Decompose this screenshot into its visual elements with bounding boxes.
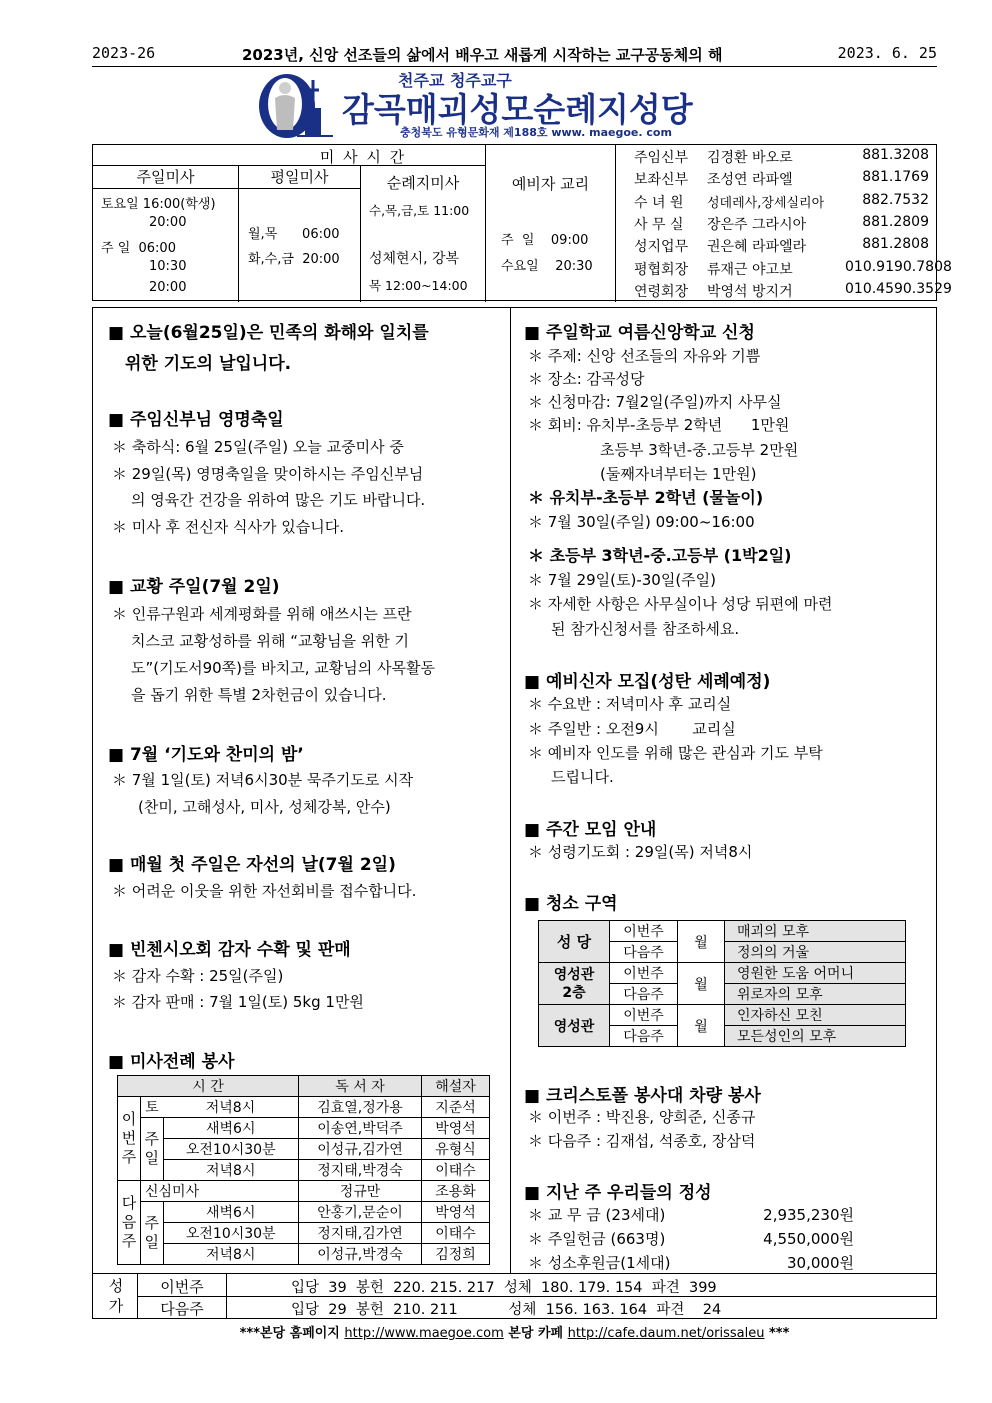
hymn-this-week: 입당 39 봉헌 220. 215. 217 성체 180. 179. 154 파견 399 xyxy=(291,1280,717,1296)
catechumen-line: 주 일 09:00 xyxy=(501,233,589,248)
catechumen-line: 수요일 20:30 xyxy=(501,259,593,274)
section-title-weekly-meeting: ■ 주간 모임 안내 xyxy=(524,820,657,840)
staff-phone: 881.2808 xyxy=(862,236,929,253)
cleaning-team: 인자하신 모친 xyxy=(725,1005,906,1026)
staff-role: 연령회장 xyxy=(634,283,689,300)
table-cell: 정지태,박경숙 xyxy=(299,1160,422,1181)
feast-item: ＊ 29일(목) 영명축일을 맞이하시는 주임신부님 xyxy=(112,465,424,483)
cleaning-month: 월 xyxy=(678,921,725,963)
charity-item: ＊ 어려운 이웃을 위한 자선회비를 접수합니다. xyxy=(112,882,417,900)
table-cell: 새벽6시 xyxy=(163,1118,299,1139)
col-header-commentator: 해설자 xyxy=(422,1076,490,1097)
section-title-prayer-night: ■ 7월 ‘기도와 찬미의 밤’ xyxy=(108,745,304,765)
table-cell: 저녁8시 xyxy=(163,1097,299,1118)
footer-suffix: *** xyxy=(764,1326,790,1341)
feast-item: 의 영육간 건강을 위하여 많은 기도 바랍니다. xyxy=(131,491,426,509)
cleaning-week: 이번주 xyxy=(610,963,678,984)
summer-item: ＊ 회비: 유치부-초등부 2학년 1만원 xyxy=(528,416,790,434)
sunday-mass-line: 토요일 16:00(학생) xyxy=(101,197,216,212)
offering-label: ＊ 주일헌금 (663명) xyxy=(528,1230,666,1248)
table-cell: 이태수 xyxy=(422,1223,490,1244)
hymn-this-week-label: 이번주 xyxy=(160,1278,204,1296)
footer-links xyxy=(92,1322,937,1341)
section-title-catechumen: ■ 예비신자 모집(성탄 세례예정) xyxy=(524,672,771,692)
sunday-mass-header: 주일미사 xyxy=(136,168,195,186)
staff-name: 박영석 방지거 xyxy=(707,283,793,300)
sunday-label xyxy=(141,1118,164,1181)
cleaning-team: 매괴의 모후 xyxy=(725,921,906,942)
pilgrimage-mass-line: 성체현시, 강복 xyxy=(369,251,460,267)
staff-name: 류재근 야고보 xyxy=(707,261,793,278)
feast-item: ＊ 미사 후 전신자 식사가 있습니다. xyxy=(112,518,344,536)
pope-item: 을 돕기 위한 특별 2차헌금이 있습니다. xyxy=(131,686,387,704)
cafe-link[interactable]: http://cafe.daum.net/orissaleu xyxy=(567,1326,765,1341)
cleaning-place-text: 영성관 2층 xyxy=(553,966,595,1001)
pope-item: ＊ 인류구원과 세계평화를 위해 애쓰시는 프란 xyxy=(112,605,412,623)
cleaning-week: 이번주 xyxy=(610,1005,678,1026)
christopher-item: ＊ 다음주 : 김재섭, 석종호, 장삼덕 xyxy=(528,1132,756,1150)
heritage-and-website: 충청북도 유형문화재 제188호 www. maegoe. com xyxy=(400,126,672,139)
catechumen-header: 예비자 교리 xyxy=(511,175,590,193)
staff-role: 주임신부 xyxy=(634,150,689,166)
weekday-mass-line: 월,목 06:00 xyxy=(248,227,340,242)
summer-item: ＊ 자세한 사항은 사무실이나 성당 뒤편에 마련 xyxy=(528,595,833,613)
summer-item: ＊ 신청마감: 7월2일(주일)까지 사무실 xyxy=(528,393,782,411)
summer-item: ＊ 7월 30일(주일) 09:00~16:00 xyxy=(528,513,755,531)
col-header-reader: 독 서 자 xyxy=(299,1076,422,1097)
staff-phone: 881.3208 xyxy=(862,147,929,163)
cleaning-place: 성 당 xyxy=(539,921,610,963)
issue-date: 2023. 6. 25 xyxy=(837,44,937,62)
table-cell: 저녁8시 xyxy=(163,1160,299,1181)
staff-phone: 010.4590.3529 xyxy=(845,280,952,297)
homepage-link[interactable]: http://www.maegoe.com xyxy=(344,1326,504,1341)
staff-name: 조성연 라파엘 xyxy=(707,172,793,189)
issue-number: 2023-26 xyxy=(92,44,156,62)
sat-label: 토 xyxy=(141,1097,164,1118)
potato-item: ＊ 감자 판매 : 7월 1일(토) 5kg 1만원 xyxy=(112,993,364,1011)
summer-item: (둘째자녀부터는 1만원) xyxy=(600,465,757,483)
sunday-mass-line: 주 일 06:00 xyxy=(101,241,176,256)
table-cell: 박영석 xyxy=(422,1202,490,1223)
col-header-time: 시 간 xyxy=(118,1076,299,1097)
prayer-night-item: (찬미, 고해성사, 미사, 성체강복, 안수) xyxy=(138,798,391,816)
table-cell: 정규만 xyxy=(299,1181,422,1202)
offering-label: ＊ 성소후원금(1세대) xyxy=(528,1254,671,1272)
potato-item: ＊ 감자 수확 : 25일(주일) xyxy=(112,967,284,985)
mass-schedule-box xyxy=(92,144,952,301)
offering-amount: 2,935,230원 xyxy=(763,1206,854,1224)
section-title-reconciliation-2: 위한 기도의 날입니다. xyxy=(125,354,292,374)
staff-role: 보좌신부 xyxy=(634,172,689,189)
cleaning-month: 월 xyxy=(678,1005,725,1047)
feast-item: ＊ 축하식: 6월 25일(주일) 오늘 교중미사 중 xyxy=(112,438,404,456)
hymn-box xyxy=(92,1273,937,1319)
table-cell: 신심미사 xyxy=(141,1181,299,1202)
pope-item: 도”(기도서90쪽)를 바치고, 교황님의 사목활동 xyxy=(131,659,435,677)
meeting-item: ＊ 성령기도회 : 29일(목) 저녁8시 xyxy=(528,843,753,861)
cleaning-week: 이번주 xyxy=(610,921,678,942)
summer-item: 초등부 3학년-중.고등부 2만원 xyxy=(600,441,799,459)
table-cell: 박영석 xyxy=(422,1118,490,1139)
table-cell: 오전10시30분 xyxy=(163,1139,299,1160)
table-cell: 이성규,박경숙 xyxy=(299,1244,422,1265)
sunday-text: 주일 xyxy=(144,1130,159,1167)
catechumen-item: ＊ 예비자 인도를 위해 많은 관심과 기도 부탁 xyxy=(528,744,823,762)
table-cell: 이태수 xyxy=(422,1160,490,1181)
sunday-mass-line: 20:00 xyxy=(149,280,187,295)
column-divider xyxy=(510,307,511,1274)
offering-amount: 4,550,000원 xyxy=(763,1230,854,1248)
hymn-next-week: 입당 29 봉헌 210. 211 성체 156. 163. 164 파견 24 xyxy=(291,1302,722,1318)
footer-mid: 본당 카페 xyxy=(503,1326,568,1341)
liturgy-table xyxy=(117,1075,490,1265)
this-week-text: 이번주 xyxy=(121,1110,137,1166)
sunday-label xyxy=(141,1202,164,1265)
staff-phone: 881.2809 xyxy=(862,213,929,230)
table-cell: 김정희 xyxy=(422,1244,490,1265)
table-cell: 오전10시30분 xyxy=(163,1223,299,1244)
table-cell: 정지태,김가연 xyxy=(299,1223,422,1244)
section-title-pope-sunday: ■ 교황 주일(7월 2일) xyxy=(108,577,280,597)
table-cell: 이송연,박덕주 xyxy=(299,1118,422,1139)
prayer-night-item: ＊ 7월 1일(토) 저녁6시30분 묵주기도로 시작 xyxy=(112,771,414,789)
sunday-mass-line: 20:00 xyxy=(149,215,187,230)
mary-church-logo-icon xyxy=(257,68,335,140)
summer-item: 된 참가신청서를 참조하세요. xyxy=(551,620,740,638)
this-week-label xyxy=(118,1097,141,1181)
sunday-mass-line: 10:30 xyxy=(149,259,187,274)
table-cell: 저녁8시 xyxy=(163,1244,299,1265)
cleaning-month: 월 xyxy=(678,963,725,1005)
section-title-charity-day: ■ 매월 첫 주일은 자선의 날(7월 2일) xyxy=(108,855,396,875)
cleaning-table xyxy=(538,920,906,1047)
section-title-christopher: ■ 크리스토폴 봉사대 차량 봉사 xyxy=(524,1086,761,1106)
mass-times-title: 미 사 시 간 xyxy=(319,148,407,166)
table-cell: 이성규,김가연 xyxy=(299,1139,422,1160)
table-cell: 안홍기,문순이 xyxy=(299,1202,422,1223)
top-line xyxy=(92,44,937,66)
church-name: 감곡매괴성모순례지성당 xyxy=(342,90,693,129)
catechumen-item: 드립니다. xyxy=(551,768,614,786)
staff-role: 평협회장 xyxy=(634,261,689,278)
offering-label: ＊ 교 무 금 (23세대) xyxy=(528,1206,666,1224)
offering-amount: 30,000원 xyxy=(787,1254,854,1272)
pope-item: 치스코 교황성하를 위해 “교황님을 위한 기 xyxy=(131,632,409,650)
catechumen-item: ＊ 수요반 : 저녁미사 후 교리실 xyxy=(528,695,732,713)
sunday-text: 주일 xyxy=(144,1214,159,1251)
section-title-feast: ■ 주임신부님 영명축일 xyxy=(108,410,284,430)
section-title-reconciliation: ■ 오늘(6월25일)은 민족의 화해와 일치를 xyxy=(108,323,429,343)
staff-role: 수 녀 원 xyxy=(634,194,684,211)
diocese-name: 천주교 청주교구 xyxy=(398,71,512,90)
staff-phone: 881.1769 xyxy=(862,169,929,186)
section-title-potato: ■ 빈첸시오회 감자 수확 및 판매 xyxy=(108,940,351,960)
next-week-label xyxy=(118,1181,141,1265)
staff-name: 김경환 바오로 xyxy=(707,150,793,166)
staff-role: 사 무 실 xyxy=(634,216,684,233)
table-cell: 조용화 xyxy=(422,1181,490,1202)
summer-item: ＊ 주제: 신앙 선조들의 자유와 기쁨 xyxy=(528,347,761,365)
staff-phone: 010.9190.7808 xyxy=(845,258,952,275)
table-cell: 지준석 xyxy=(422,1097,490,1118)
footer-prefix: ***본당 홈페이지 xyxy=(239,1326,345,1341)
christopher-item: ＊ 이번주 : 박진용, 양희준, 신종규 xyxy=(528,1108,756,1126)
weekday-mass-line: 화,수,금 20:00 xyxy=(248,252,340,267)
year-theme: 2023년, 신앙 선조들의 삶에서 배우고 새롭게 시작하는 교구공동체의 해 xyxy=(242,46,723,64)
pilgrimage-mass-line: 목 12:00~14:00 xyxy=(369,278,468,293)
staff-name: 성데레사,장세실리아 xyxy=(707,195,825,211)
staff-name: 권은혜 라파엘라 xyxy=(707,239,807,256)
staff-phone: 882.7532 xyxy=(862,191,929,208)
cleaning-place xyxy=(539,963,610,1005)
cleaning-week: 다음주 xyxy=(610,984,678,1005)
summer-item: ＊ 초등부 3학년-중.고등부 (1박2일) xyxy=(528,546,792,565)
section-title-summer-school: ■ 주일학교 여름신앙학교 신청 xyxy=(524,323,755,343)
staff-role: 성지업무 xyxy=(634,239,689,256)
hymn-label: 성 가 xyxy=(108,1277,124,1315)
section-title-cleaning: ■ 청소 구역 xyxy=(524,894,618,914)
section-title-offerings: ■ 지난 주 우리들의 정성 xyxy=(524,1183,712,1203)
cleaning-team: 위로자의 모후 xyxy=(725,984,906,1005)
hymn-next-week-label: 다음주 xyxy=(160,1300,204,1318)
table-cell: 유형식 xyxy=(422,1139,490,1160)
catechumen-item: ＊ 주일반 : 오전9시 교리실 xyxy=(528,720,736,738)
cleaning-team: 영원한 도움 어머니 xyxy=(725,963,906,984)
pilgrimage-mass-line: 수,목,금,토 11:00 xyxy=(369,203,470,218)
cleaning-team: 모든성인의 모후 xyxy=(725,1026,906,1047)
header-divider xyxy=(92,66,937,67)
weekday-mass-header: 평일미사 xyxy=(270,168,329,186)
cleaning-week: 다음주 xyxy=(610,942,678,963)
pilgrimage-mass-header: 순례지미사 xyxy=(386,174,460,192)
summer-item: ＊ 유치부-초등부 2학년 (물놀이) xyxy=(528,488,764,507)
next-week-text: 다음주 xyxy=(121,1194,137,1250)
summer-item: ＊ 장소: 감곡성당 xyxy=(528,370,645,388)
table-cell: 김효열,정가용 xyxy=(299,1097,422,1118)
cleaning-team: 정의의 거울 xyxy=(725,942,906,963)
cleaning-week: 다음주 xyxy=(610,1026,678,1047)
staff-name: 장은주 그라시아 xyxy=(707,216,807,233)
section-title-liturgy: ■ 미사전례 봉사 xyxy=(108,1052,235,1072)
cleaning-place: 영성관 xyxy=(539,1005,610,1047)
table-cell: 새벽6시 xyxy=(163,1202,299,1223)
summer-item: ＊ 7월 29일(토)-30일(주일) xyxy=(528,571,717,589)
